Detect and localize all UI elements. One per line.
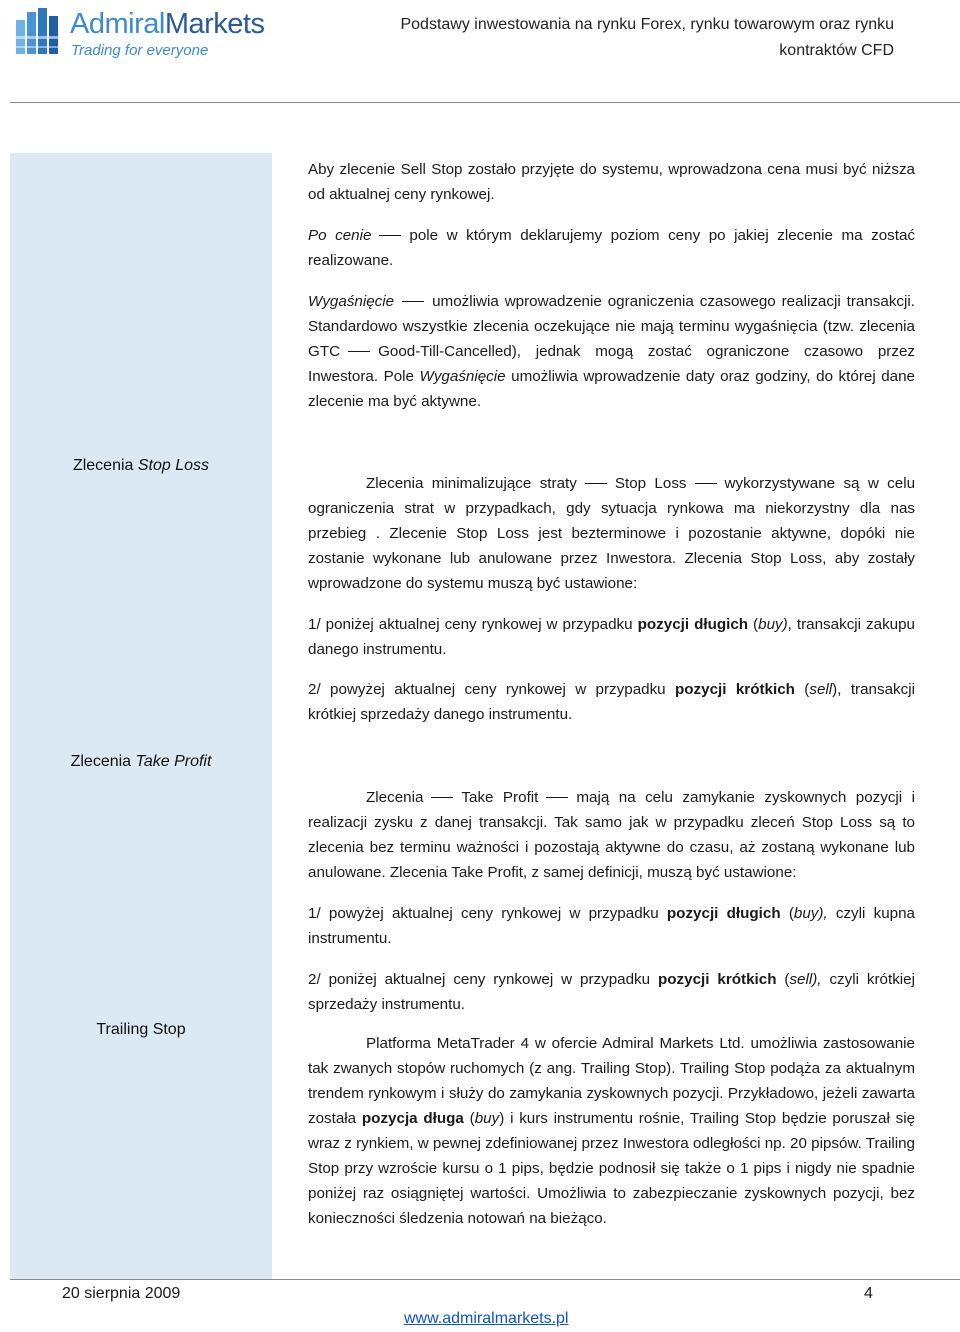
po-cenie-paragraph: Po cenie pole w którym deklarujemy poziom ceny po jakiej zlecenie ma zostać realizowane. — [308, 227, 915, 269]
logo-bars-icon — [14, 6, 66, 56]
header-divider — [10, 102, 960, 103]
sidebar-label-trailing-stop: Trailing Stop — [96, 1021, 186, 1038]
take-profit-item-2: 2/ poniżej aktualnej ceny rynkowej w przypadku pozycji krótkich (sell), czyli krótkiej sprzedaży instrumentu. — [308, 971, 915, 1013]
stop-loss-item-1: 1/ poniżej aktualnej ceny rynkowej w przypadku pozycji długich (buy), transakcji zakupu danego instrumentu. — [308, 616, 915, 658]
admiral-markets-logo — [14, 6, 284, 64]
logo-wordmark: AdmiralMarkets — [70, 8, 265, 40]
footer-divider — [10, 1279, 960, 1280]
sell-stop-paragraph: Aby zlecenie Sell Stop zostało przyjęte do systemu, wprowadzona cena musi być niższa od aktualnej ceny rynkowej. — [308, 161, 915, 203]
sidebar-label-stop-loss: Zlecenia Stop Loss — [72, 457, 210, 474]
stop-loss-intro-paragraph: Zlecenia minimalizujące straty Stop Loss wykorzystywane są w celu ograniczenia strat w przypadkach, gdy sytuacja rynkowa ma niekorzystny dla nas przebieg . Zlecenie Stop Loss jest bezterminowe i pozostanie aktywne, dopóki nie zostanie wykonane lub anulowane przez Inwestora. Zlecenia Stop Loss, aby zostały wprowadzone do systemu muszą być ustawione: — [308, 475, 916, 592]
website-link[interactable]: www.admiralmarkets.pl — [404, 1310, 569, 1327]
stop-loss-item-2: 2/ powyżej aktualnej ceny rynkowej w przypadku pozycji krótkich (sell), transakcji krótkiej sprzedaży danego instrumentu. — [308, 681, 915, 723]
wygasniecie-paragraph: Wygaśnięcie umożliwia wprowadzenie ograniczenia czasowego realizacji transakcji. Standardowo wszystkie zlecenia oczekujące nie mają terminu wygaśnięcia (tzw. zlecenia GTC Good-Till-Cancelled), jednak mogą zostać ograniczone czasowo przez Inwestora. Pole Wygaśnięcie umożliwia wprowadzenie daty oraz godziny, do której dane zlecenie ma być aktywne. — [308, 293, 915, 410]
take-profit-intro-paragraph: Zlecenia Take Profit mają na celu zamykanie zyskownych pozycji i realizacji zysku z danej transakcji. Tak samo jak w przypadku zleceń Stop Loss są to zlecenia bez terminu ważności i pozostają aktywne do czasu, aż zostaną wykonane lub anulowane. Zlecenia Take Profit, z samej definicji, muszą być ustawione: — [308, 789, 915, 881]
take-profit-item-1: 1/ powyżej aktualnej ceny rynkowej w przypadku pozycji długich (buy), czyli kupna instrumentu. — [308, 905, 915, 947]
document-title: Podstawy inwestowania na rynku Forex, rynku towarowym oraz rynku kontraktów CFD — [400, 16, 894, 59]
logo-tagline: Trading for everyone — [71, 42, 209, 59]
page-number: 4 — [864, 1285, 873, 1302]
footer-date: 20 sierpnia 2009 — [62, 1285, 181, 1302]
trailing-stop-paragraph: Platforma MetaTrader 4 w ofercie Admiral Markets Ltd. umożliwia zastosowanie tak zwanych stopów ruchomych (z ang. Trailing Stop). Trailing Stop podąża za aktualnym trendem rynkowym i służy do zamykania zyskownych pozycji. Przykładowo, jeżeli zawarta została pozycja długa (buy) i kurs instrumentu rośnie, Trailing Stop będzie poruszał się wraz z rynkiem, w pewnej zdefiniowanej przez Inwestora odległości np. 20 pipsów. Trailing Stop przy wzroście kursu o 1 pips, będzie podnosił się także o 1 pips i nigdy nie spadnie poniżej raz osiągniętej wartości. Umożliwia to zabezpieczanie zyskownych pozycji, bez konieczności śledzenia notowań na bieżąco. — [308, 1035, 916, 1227]
sidebar-label-take-profit: Zlecenia Take Profit — [70, 753, 212, 770]
sidebar-column — [10, 153, 272, 1279]
page-header — [0, 0, 960, 104]
